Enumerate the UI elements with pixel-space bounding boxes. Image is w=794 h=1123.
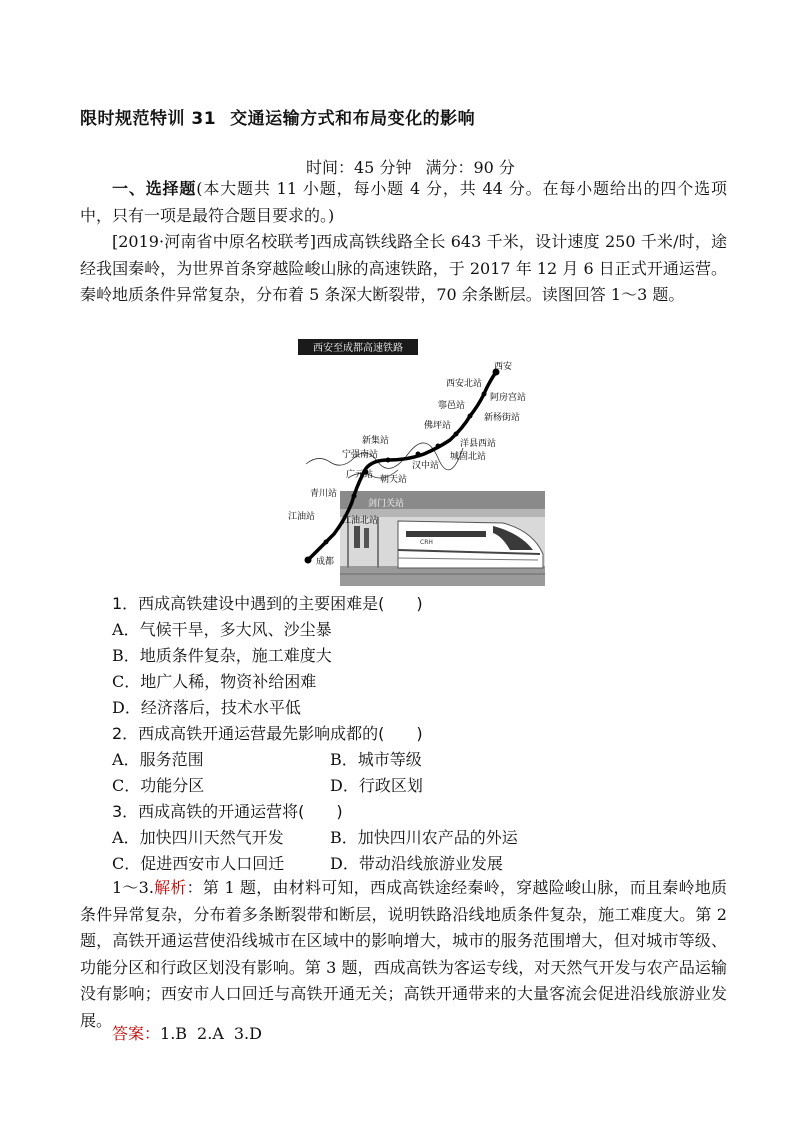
station-huyi: 鄠邑站 (438, 401, 466, 411)
option-text: ．功能分区 (124, 776, 205, 795)
option-letter: D (330, 854, 343, 873)
option-text: ．带动沿线旅游业发展 (342, 854, 503, 873)
option-letter: C (112, 776, 125, 795)
option-letter: B (330, 828, 342, 847)
section-heading: 一、选择题 (112, 179, 197, 198)
question-3-option-b (330, 825, 518, 848)
question-3-option-c (112, 851, 284, 874)
station-foping: 佛坪站 (424, 421, 452, 431)
station-chaotian: 朝天站 (380, 475, 408, 485)
option-text: ．加快四川农产品的外运 (341, 828, 518, 847)
analysis-paragraph (80, 875, 727, 1034)
station-jianmenguan: 剑门关站 (368, 499, 405, 509)
question-3-option-d (330, 851, 503, 874)
question-2-option-d (330, 773, 423, 796)
option-text: ．经济落后，技术水平低 (124, 698, 301, 717)
option-letter: A (112, 828, 124, 847)
option-text: ．促进西安市人口回迁 (124, 854, 285, 873)
question-1-option-b (112, 643, 332, 666)
station-afanggong: 阿房宫站 (490, 393, 527, 403)
page-title (80, 104, 475, 129)
option-letter: D (330, 776, 343, 795)
answer-3: 3.D (233, 1024, 262, 1043)
station-guangyuan: 广元站 (346, 470, 374, 480)
train-mark: CRH (420, 539, 433, 546)
exam-meta (306, 155, 515, 178)
section-instructions (80, 176, 727, 229)
station-yangxian-west: 洋县西站 (460, 439, 497, 449)
option-text: ．服务范围 (123, 750, 204, 769)
option-text: ．行政区划 (342, 776, 423, 795)
option-letter: A (112, 750, 124, 769)
option-letter: D (112, 698, 125, 717)
answer-1: 1.B (160, 1024, 188, 1043)
option-text: ．城市等级 (341, 750, 422, 769)
full-score: 满分：90 分 (425, 158, 515, 177)
station-xinchangjie: 新杨街站 (484, 413, 521, 423)
time-limit: 时间：45 分钟 (306, 158, 412, 177)
question-1-stem: 1．西成高铁建设中遇到的主要困难是( ) (112, 594, 423, 613)
title-prefix: 限时规范特训 31 (80, 109, 217, 129)
section-instructions-text: (本大题共 11 小题，每小题 4 分，共 44 分。在每小题给出的四个选项中，只有一项是最符合题目要求的。) (80, 179, 727, 225)
title-main: 交通运输方式和布局变化的影响 (230, 109, 476, 129)
station-jiangyou-north: 江油北站 (342, 516, 379, 526)
analysis-prefix: 1～3. (112, 878, 154, 897)
answer-2: 2.A (197, 1024, 224, 1043)
station-jiangyou: 江油站 (288, 512, 316, 522)
option-text: ．气候干旱，多大风、沙尘暴 (123, 620, 332, 639)
question-1-option-a (112, 617, 332, 640)
question-2-stem: 2．西成高铁开通运营最先影响成都的( ) (112, 724, 423, 743)
option-letter: B (112, 646, 124, 665)
analysis-tag: 解析 (153, 878, 187, 897)
railway-map-figure (288, 336, 548, 586)
option-letter: A (112, 620, 124, 639)
question-1-option-d (112, 695, 301, 718)
question-2-option-b (330, 747, 422, 770)
option-text: ．地质条件复杂，施工难度大 (123, 646, 332, 665)
question-3-stem: 3．西成高铁的开通运营将( ) (112, 802, 343, 821)
station-xian-north: 西安北站 (446, 379, 483, 389)
option-text: ．地广人稀，物资补给困难 (124, 672, 317, 691)
station-xinji: 新集站 (362, 436, 390, 446)
material-paragraph: [2019·河南省中原名校联考]西成高铁线路全长 643 千米，设计速度 250 千米/时，途经我国秦岭，为世界首条穿越险峻山脉的高速铁路，于 2017 年 12 月 6 日正式开通运营。秦岭地质条件异常复杂，分布着 5 条深大断裂带，70 余条断层。读图回答 1～3 题。 (80, 232, 727, 304)
question-3-option-a (112, 825, 284, 848)
option-text: ．加快四川天然气开发 (123, 828, 284, 847)
station-xian: 西安 (494, 362, 513, 372)
option-letter: C (112, 854, 125, 873)
station-qingchuan: 青川站 (310, 489, 338, 499)
station-ningqiang-south: 宁强南站 (342, 450, 379, 460)
option-letter: B (330, 750, 342, 769)
analysis-text: ：第 1 题，由材料可知，西成高铁途经秦岭，穿越险峻山脉，而且秦岭地质条件异常复杂，分布着多条断裂带和断层，说明铁路沿线地质条件复杂，施工难度大。第 2 题，高铁开通运营使沿线城市在区域中的影响增大，城市的服务范围增大，但对城市等级、功能分区和行政区划没有影响。第 3 题，西成高铁为客运专线，对天然气开发与农产品运输没有影响；西安市人口回迁与高铁开通无关；高铁开通带来的大量客流会促进沿线旅游业发展。 (80, 878, 727, 1030)
station-chenggu-north: 城固北站 (450, 452, 487, 462)
station-chengdu: 成都 (316, 557, 335, 567)
question-2-option-c (112, 773, 204, 796)
answer-line (112, 1021, 262, 1044)
station-hanzhong: 汉中站 (412, 461, 440, 471)
question-1-option-c (112, 669, 316, 692)
figure-banner-text: 西安至成都高速铁路 (313, 343, 403, 354)
question-2-option-a (112, 747, 204, 770)
option-letter: C (112, 672, 125, 691)
answer-tag: 答案： (112, 1024, 161, 1043)
